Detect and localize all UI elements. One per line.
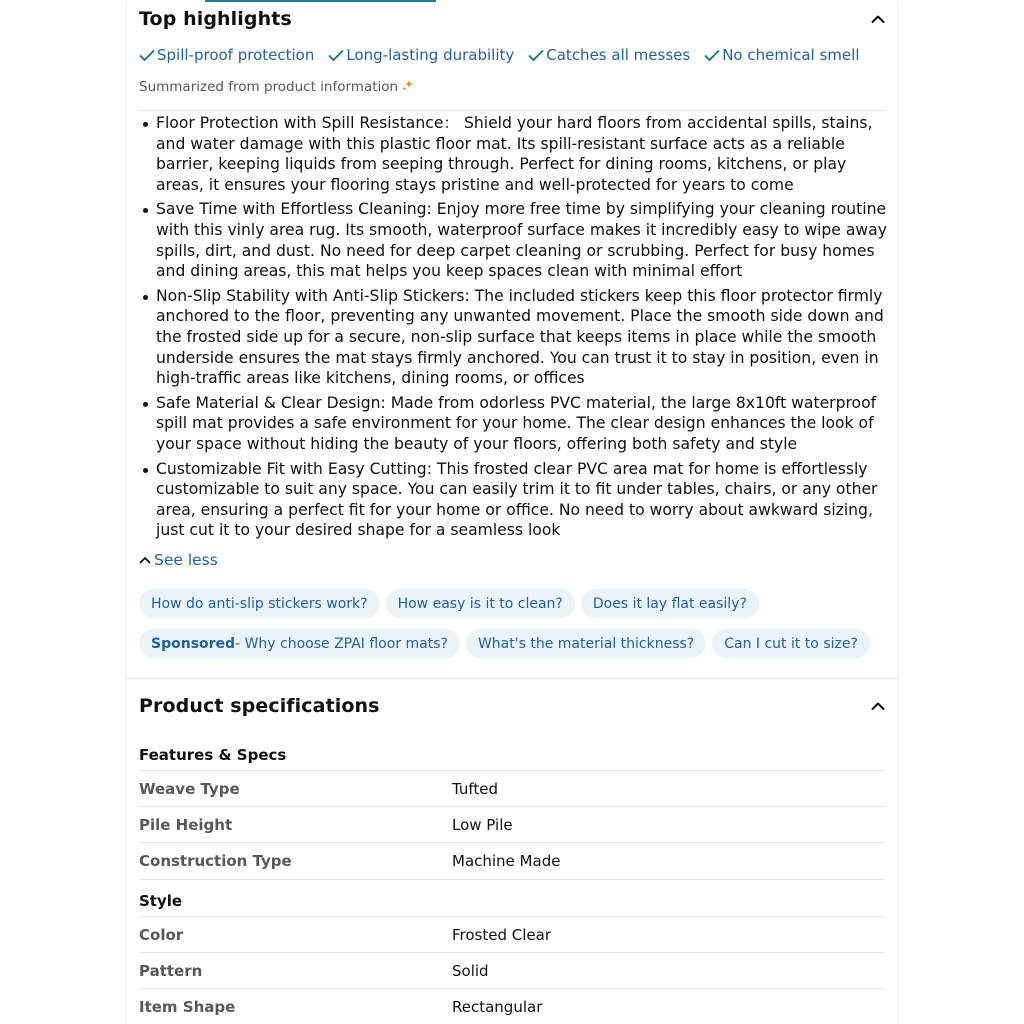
checkmark-icon bbox=[704, 48, 720, 62]
chevron-up-icon[interactable] bbox=[871, 12, 885, 26]
sparkle-icon bbox=[402, 79, 414, 95]
feature-bullet: Customizable Fit with Easy Cutting: This frosted clear PVC area mat for home is effortlessly customizable to suit any space. You can easily trim it to fit under tables, chairs, or any other area, ensuring a perfect fit for your home or office. No need to worry about awkward sizing, just cut it to your desired shape for a seamless look bbox=[139, 459, 887, 541]
highlight-item bbox=[139, 46, 314, 64]
feature-bullet-list bbox=[139, 113, 887, 545]
spec-value: Machine Made bbox=[452, 852, 561, 870]
feature-bullet: Save Time with Effortless Cleaning: Enjoy more free time by simplifying your cleaning routine with this vinly area rug. Its smooth, waterproof surface makes it incredibly easy to wipe away spills, dirt, and dust. No need for deep carpet cleaning or scrubbing. Perfect for busy homes and dining areas, this mat helps you keep spaces clean with minimal effort bbox=[139, 199, 887, 281]
section-divider bbox=[127, 678, 897, 679]
spec-key: Pile Height bbox=[139, 816, 233, 834]
divider bbox=[139, 110, 885, 111]
spec-value: Low Pile bbox=[452, 816, 513, 834]
spec-value: Solid bbox=[452, 962, 489, 980]
spec-row bbox=[139, 806, 885, 843]
spec-key: Construction Type bbox=[139, 852, 292, 870]
spec-key: Item Shape bbox=[139, 998, 236, 1016]
top-highlights-header bbox=[139, 6, 885, 32]
highlight-list bbox=[139, 46, 859, 64]
question-chips-row-1 bbox=[139, 589, 899, 618]
summary-note-text: Summarized from product information bbox=[139, 79, 399, 95]
highlight-label: No chemical smell bbox=[722, 46, 860, 64]
highlight-label: Catches all messes bbox=[546, 46, 691, 64]
highlight-item bbox=[704, 46, 859, 64]
question-chip[interactable]: Does it lay flat easily? bbox=[581, 589, 759, 618]
spec-row bbox=[139, 842, 885, 880]
spec-key: Pattern bbox=[139, 962, 203, 980]
top-highlights-title: Top highlights bbox=[139, 8, 292, 30]
chevron-up-icon[interactable] bbox=[871, 699, 885, 713]
product-specifications-header bbox=[139, 692, 885, 720]
highlight-label: Spill-proof protection bbox=[157, 46, 315, 64]
see-less-label: See less bbox=[154, 551, 218, 569]
spec-value: Rectangular bbox=[452, 998, 543, 1016]
spec-group-title: Features & Specs bbox=[139, 746, 287, 764]
highlight-item bbox=[328, 46, 514, 64]
spec-group-title: Style bbox=[139, 892, 183, 910]
spec-row bbox=[139, 952, 885, 989]
highlight-item bbox=[528, 46, 690, 64]
feature-bullet: Safe Material & Clear Design: Made from odorless PVC material, the large 8x10ft waterproof spill mat provides a safe environment for your home. The clear design enhances the look of your space without hiding the beauty of your floors, offering both safety and style bbox=[139, 393, 887, 455]
question-chip[interactable]: Can I cut it to size? bbox=[712, 629, 870, 658]
highlight-label: Long-lasting durability bbox=[346, 46, 515, 64]
summary-note bbox=[139, 79, 414, 95]
question-chip[interactable]: How do anti-slip stickers work? bbox=[139, 589, 380, 618]
feature-bullet: Non-Slip Stability with Anti-Slip Stickers: The included stickers keep this floor protector firmly anchored to the floor, preventing any unwanted movement. Place the smooth side down and the frosted side up for a secure, non-slip surface that keeps items in place while the smooth underside ensures the mat stays firmly anchored. You can trust it to stay in position, even in high-traffic areas like kitchens, dining rooms, or offices bbox=[139, 286, 887, 389]
feature-bullet: Floor Protection with Spill Resistance： Shield your hard floors from accidental spills, stains, and water damage with this plastic floor mat. Its spill-resistant surface acts as a reliable barrier, keeping liquids from seeping through. Perfect for dining rooms, kitchens, or play areas, it ensures your flooring stays pristine and well-protected for years to come bbox=[139, 113, 887, 195]
spec-row bbox=[139, 770, 885, 807]
spec-value: Frosted Clear bbox=[452, 926, 551, 944]
spec-value: Tufted bbox=[452, 780, 499, 798]
sponsored-label: Sponsored bbox=[151, 635, 236, 652]
question-chip[interactable]: How easy is it to clean? bbox=[386, 589, 575, 618]
sponsored-question-text: - Why choose ZPAI floor mats? bbox=[235, 635, 448, 652]
spec-row bbox=[139, 988, 885, 1024]
product-specifications-title: Product specifications bbox=[139, 695, 380, 717]
active-tab-indicator bbox=[205, 0, 436, 2]
checkmark-icon bbox=[139, 48, 155, 62]
question-chip[interactable]: What's the material thickness? bbox=[466, 629, 706, 658]
see-less-link[interactable] bbox=[139, 551, 218, 569]
spec-key: Weave Type bbox=[139, 780, 240, 798]
checkmark-icon bbox=[528, 48, 544, 62]
checkmark-icon bbox=[328, 48, 344, 62]
question-chips-row-2 bbox=[139, 629, 899, 658]
spec-row bbox=[139, 916, 885, 953]
sponsored-question-chip[interactable] bbox=[139, 629, 460, 658]
spec-key: Color bbox=[139, 926, 184, 944]
chevron-up-icon bbox=[139, 551, 151, 569]
